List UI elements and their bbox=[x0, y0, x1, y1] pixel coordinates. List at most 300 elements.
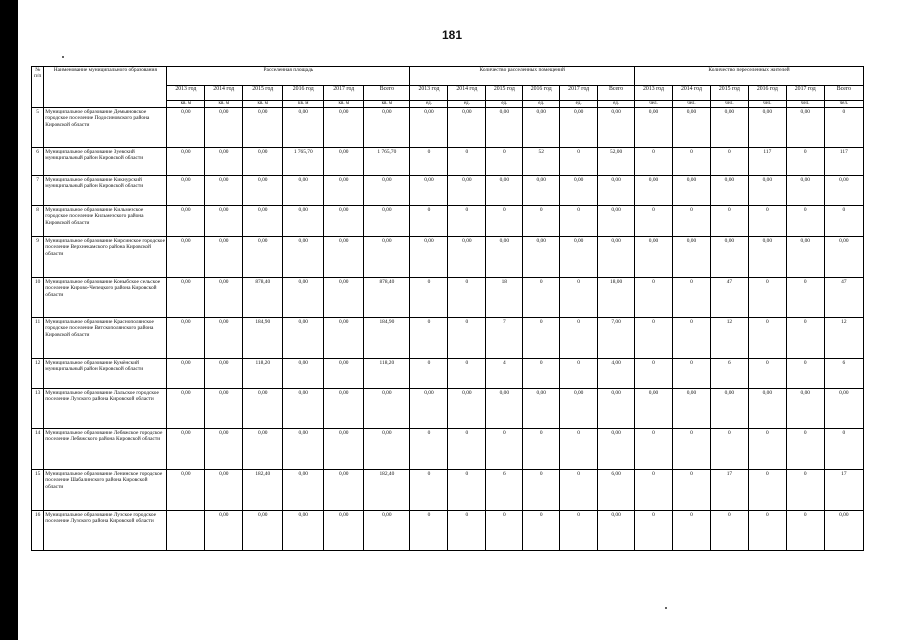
row-number: 6 bbox=[32, 148, 44, 176]
residents-value: 0 bbox=[635, 278, 673, 318]
residents-value: 0 bbox=[635, 429, 673, 470]
rooms-value: 0 bbox=[560, 470, 598, 511]
residents-value: 0 bbox=[824, 429, 863, 470]
header-unit: кв. м bbox=[283, 101, 324, 108]
area-value: 0,00 bbox=[167, 359, 205, 389]
rooms-value: 4 bbox=[486, 359, 523, 389]
municipality-name: Муниципальное образование Кильмезское городское поселение Кильмезского района Кировской области bbox=[44, 206, 167, 237]
header-year: 2017 год bbox=[786, 86, 824, 101]
rooms-value: 0 bbox=[410, 148, 448, 176]
municipality-name: Муниципальное образование Кумёнский муниципальный район Кировской области bbox=[44, 359, 167, 389]
area-value: 0,00 bbox=[167, 278, 205, 318]
header-name: Наименование муниципального образования bbox=[44, 67, 167, 108]
rooms-value: 0 bbox=[448, 511, 486, 551]
header-unit: чел. bbox=[710, 101, 748, 108]
residents-value: 0 bbox=[672, 470, 710, 511]
residents-value: 0 bbox=[672, 206, 710, 237]
row-number: 13 bbox=[32, 389, 44, 429]
residents-value: 0,00 bbox=[672, 389, 710, 429]
rooms-value: 0 bbox=[486, 429, 523, 470]
area-value: 0,00 bbox=[205, 237, 243, 278]
rooms-value: 0 bbox=[560, 359, 598, 389]
area-value: 0,00 bbox=[167, 389, 205, 429]
header-year: 2017 год bbox=[560, 86, 598, 101]
header-year: 2013 год bbox=[167, 86, 205, 101]
rooms-value: 0 bbox=[560, 206, 598, 237]
rooms-value: 0,00 bbox=[448, 237, 486, 278]
residents-value: 0 bbox=[635, 470, 673, 511]
rooms-value: 0,00 bbox=[448, 389, 486, 429]
area-value: 0,00 bbox=[283, 278, 324, 318]
row-number: 12 bbox=[32, 359, 44, 389]
table-row bbox=[32, 148, 864, 176]
rooms-value: 0,00 bbox=[560, 389, 598, 429]
rooms-value: 0,00 bbox=[486, 237, 523, 278]
table-row bbox=[32, 389, 864, 429]
header-unit: чел. bbox=[748, 101, 786, 108]
residents-value: 0 bbox=[672, 318, 710, 359]
residents-value: 47 bbox=[710, 278, 748, 318]
residents-value: 0 bbox=[635, 318, 673, 359]
residents-value: 0,00 bbox=[635, 108, 673, 148]
area-value: 0,00 bbox=[364, 511, 410, 551]
header-unit: кв. м bbox=[205, 101, 243, 108]
rooms-value: 0 bbox=[560, 429, 598, 470]
rooms-value: 0 bbox=[410, 359, 448, 389]
area-value: 0,00 bbox=[167, 176, 205, 206]
rooms-value: 0 bbox=[448, 359, 486, 389]
table-row bbox=[32, 108, 864, 148]
residents-value: 0,00 bbox=[710, 389, 748, 429]
area-value: 0,00 bbox=[364, 389, 410, 429]
rooms-value: 0,00 bbox=[523, 108, 560, 148]
rooms-value: 0 bbox=[448, 278, 486, 318]
area-value: 1 765,70 bbox=[283, 148, 324, 176]
header-year: Всего bbox=[824, 86, 863, 101]
rooms-value: 0 bbox=[486, 148, 523, 176]
rooms-value: 0 bbox=[523, 206, 560, 237]
area-value: 0,00 bbox=[205, 278, 243, 318]
residents-value: 0 bbox=[672, 148, 710, 176]
residents-value: 0 bbox=[786, 318, 824, 359]
header-year: 2013 год bbox=[635, 86, 673, 101]
rooms-value: 18 bbox=[486, 278, 523, 318]
area-value: 0,00 bbox=[324, 318, 364, 359]
residents-value: 0,00 bbox=[748, 237, 786, 278]
table-row bbox=[32, 278, 864, 318]
residents-value: 0 bbox=[710, 206, 748, 237]
area-value: 0,00 bbox=[205, 108, 243, 148]
scan-speck bbox=[62, 56, 64, 58]
municipality-name: Муниципальное образование Ленинское городское поселение Шабалинского района Кировской области bbox=[44, 470, 167, 511]
rooms-value: 0,00 bbox=[410, 176, 448, 206]
header-unit: ед. bbox=[560, 101, 598, 108]
residents-value: 0 bbox=[786, 278, 824, 318]
residents-value: 0 bbox=[748, 470, 786, 511]
residents-value: 0 bbox=[672, 359, 710, 389]
residents-value: 0 bbox=[748, 318, 786, 359]
area-value: 0,00 bbox=[283, 206, 324, 237]
header-unit: кв. м bbox=[243, 101, 283, 108]
residents-value: 0,00 bbox=[748, 389, 786, 429]
header-unit: кв. м bbox=[364, 101, 410, 108]
area-value: 1 765,70 bbox=[364, 148, 410, 176]
area-value: 0,00 bbox=[243, 511, 283, 551]
residents-value: 0,00 bbox=[824, 237, 863, 278]
area-value: 0,00 bbox=[364, 237, 410, 278]
rooms-value: 0 bbox=[560, 318, 598, 359]
residents-value: 17 bbox=[824, 470, 863, 511]
rooms-value: 0 bbox=[486, 206, 523, 237]
residents-value: 0 bbox=[635, 511, 673, 551]
residents-value: 0,00 bbox=[786, 176, 824, 206]
rooms-value: 0 bbox=[448, 470, 486, 511]
row-number: 15 bbox=[32, 470, 44, 511]
residents-value: 0,00 bbox=[748, 108, 786, 148]
residents-value: 6 bbox=[710, 359, 748, 389]
rooms-value: 0,00 bbox=[486, 176, 523, 206]
header-group-residents: Количество переселенных жителей bbox=[635, 67, 864, 86]
header-year: 2015 год bbox=[710, 86, 748, 101]
area-value: 0,00 bbox=[324, 108, 364, 148]
area-value: 0,00 bbox=[324, 148, 364, 176]
rooms-value: 0 bbox=[448, 206, 486, 237]
residents-value: 0 bbox=[635, 148, 673, 176]
area-value: 0,00 bbox=[283, 359, 324, 389]
rooms-value: 0,00 bbox=[598, 429, 635, 470]
area-value: 0,00 bbox=[205, 470, 243, 511]
header-group-rooms: Количество расселенных помещений bbox=[410, 67, 635, 86]
area-value: 0,00 bbox=[324, 359, 364, 389]
residents-value: 0,00 bbox=[710, 176, 748, 206]
row-number: 9 bbox=[32, 237, 44, 278]
rooms-value: 0,00 bbox=[598, 511, 635, 551]
area-value: 0,00 bbox=[243, 237, 283, 278]
residents-value: 6 bbox=[824, 359, 863, 389]
table-row bbox=[32, 206, 864, 237]
area-value: 0,00 bbox=[205, 148, 243, 176]
residents-value: 0 bbox=[748, 278, 786, 318]
rooms-value: 0 bbox=[560, 511, 598, 551]
header-group-area: Расселенная площадь bbox=[167, 67, 410, 86]
residents-value: 0,00 bbox=[635, 176, 673, 206]
area-value: 0,00 bbox=[324, 176, 364, 206]
residents-value: 0 bbox=[824, 206, 863, 237]
header-year: 2015 год bbox=[486, 86, 523, 101]
area-value: 0,00 bbox=[364, 176, 410, 206]
header-unit: кв. м bbox=[324, 101, 364, 108]
rooms-value: 4,00 bbox=[598, 359, 635, 389]
residents-value: 0 bbox=[786, 206, 824, 237]
residents-value: 47 bbox=[824, 278, 863, 318]
resettlement-table bbox=[31, 66, 864, 551]
residents-value: 0,00 bbox=[824, 389, 863, 429]
rooms-value: 0,00 bbox=[448, 108, 486, 148]
header-year: 2014 год bbox=[672, 86, 710, 101]
area-value: 182,40 bbox=[243, 470, 283, 511]
row-number: 16 bbox=[32, 511, 44, 551]
residents-value: 0,00 bbox=[710, 108, 748, 148]
rooms-value: 0,00 bbox=[523, 389, 560, 429]
area-value: 0,00 bbox=[243, 389, 283, 429]
area-value: 878,40 bbox=[364, 278, 410, 318]
header-year: 2016 год bbox=[523, 86, 560, 101]
municipality-name: Муниципальное образование Лальское городское поселение Лузского района Кировской области bbox=[44, 389, 167, 429]
table-row bbox=[32, 176, 864, 206]
header-row-groups bbox=[32, 67, 864, 86]
area-value: 0,00 bbox=[167, 237, 205, 278]
residents-value: 12 bbox=[824, 318, 863, 359]
residents-value: 0,00 bbox=[748, 176, 786, 206]
table-row bbox=[32, 511, 864, 551]
area-value: 0,00 bbox=[205, 206, 243, 237]
area-value: 118,20 bbox=[243, 359, 283, 389]
area-value: 0,00 bbox=[324, 429, 364, 470]
area-value: 182,40 bbox=[364, 470, 410, 511]
row-number: 10 bbox=[32, 278, 44, 318]
header-year: 2015 год bbox=[243, 86, 283, 101]
residents-value: 0,00 bbox=[672, 237, 710, 278]
header-year: 2016 год bbox=[748, 86, 786, 101]
residents-value: 0,00 bbox=[635, 237, 673, 278]
residents-value: 0 bbox=[786, 359, 824, 389]
area-value: 0,00 bbox=[205, 511, 243, 551]
scan-speck bbox=[665, 607, 667, 609]
area-value: 0,00 bbox=[283, 511, 324, 551]
table-row bbox=[32, 318, 864, 359]
row-number: 11 bbox=[32, 318, 44, 359]
rooms-value: 0,00 bbox=[598, 206, 635, 237]
rooms-value: 0 bbox=[523, 359, 560, 389]
header-unit: чел. bbox=[672, 101, 710, 108]
area-value: 184,90 bbox=[364, 318, 410, 359]
rooms-value: 6,00 bbox=[598, 470, 635, 511]
rooms-value: 0 bbox=[410, 511, 448, 551]
rooms-value: 0 bbox=[523, 511, 560, 551]
residents-value: 0,00 bbox=[786, 108, 824, 148]
rooms-value: 0 bbox=[560, 278, 598, 318]
area-value: 184,90 bbox=[243, 318, 283, 359]
header-year: 2016 год bbox=[283, 86, 324, 101]
rooms-value: 0 bbox=[448, 429, 486, 470]
residents-value: 0,00 bbox=[824, 176, 863, 206]
municipality-name: Муниципальное образование Зуевский муниципальный район Кировской области bbox=[44, 148, 167, 176]
rooms-value: 0 bbox=[410, 206, 448, 237]
residents-value: 0 bbox=[748, 511, 786, 551]
residents-value: 17 bbox=[710, 470, 748, 511]
residents-value: 117 bbox=[824, 148, 863, 176]
rooms-value: 0,00 bbox=[598, 176, 635, 206]
rooms-value: 0,00 bbox=[560, 176, 598, 206]
header-unit: чел. bbox=[786, 101, 824, 108]
rooms-value: 0,00 bbox=[523, 176, 560, 206]
area-value: 0,00 bbox=[324, 511, 364, 551]
header-year: 2014 год bbox=[205, 86, 243, 101]
header-year: Всего bbox=[364, 86, 410, 101]
rooms-value: 0 bbox=[523, 429, 560, 470]
residents-value: 0 bbox=[786, 511, 824, 551]
area-value: 0,00 bbox=[243, 206, 283, 237]
area-value: 0,00 bbox=[205, 318, 243, 359]
rooms-value: 0,00 bbox=[560, 108, 598, 148]
row-number: 5 bbox=[32, 108, 44, 148]
area-value: 0,00 bbox=[167, 108, 205, 148]
header-unit: чел. bbox=[824, 101, 863, 108]
area-value: 0,00 bbox=[243, 429, 283, 470]
row-number: 8 bbox=[32, 206, 44, 237]
area-value: 0,00 bbox=[243, 108, 283, 148]
header-year: 2017 год bbox=[324, 86, 364, 101]
area-value: 0,00 bbox=[167, 470, 205, 511]
residents-value: 0 bbox=[710, 148, 748, 176]
rooms-value: 0,00 bbox=[598, 389, 635, 429]
residents-value: 0 bbox=[635, 359, 673, 389]
rooms-value: 0 bbox=[410, 318, 448, 359]
header-unit: ед. bbox=[523, 101, 560, 108]
rooms-value: 0,00 bbox=[598, 237, 635, 278]
header-num: № п/п bbox=[32, 67, 44, 108]
residents-value: 0 bbox=[786, 429, 824, 470]
residents-value: 0,00 bbox=[786, 237, 824, 278]
residents-value: 0 bbox=[824, 108, 863, 148]
rooms-value: 52 bbox=[523, 148, 560, 176]
area-value: 0,00 bbox=[205, 429, 243, 470]
row-number: 7 bbox=[32, 176, 44, 206]
area-value: 0,00 bbox=[283, 176, 324, 206]
area-value: 0,00 bbox=[364, 206, 410, 237]
area-value: 0,00 bbox=[364, 429, 410, 470]
area-value: 0,00 bbox=[167, 429, 205, 470]
residents-value: 0 bbox=[786, 470, 824, 511]
rooms-value: 7,00 bbox=[598, 318, 635, 359]
rooms-value: 52,00 bbox=[598, 148, 635, 176]
residents-value: 0 bbox=[748, 429, 786, 470]
residents-value: 0,00 bbox=[824, 511, 863, 551]
residents-value: 0,00 bbox=[672, 108, 710, 148]
residents-value: 0 bbox=[786, 148, 824, 176]
area-value: 0,00 bbox=[283, 470, 324, 511]
area-value: 0,00 bbox=[283, 318, 324, 359]
area-value: 0,00 bbox=[283, 237, 324, 278]
header-unit: ед. bbox=[486, 101, 523, 108]
header-year: 2014 год bbox=[448, 86, 486, 101]
table-row bbox=[32, 237, 864, 278]
rooms-value: 0 bbox=[448, 318, 486, 359]
rooms-value: 7 bbox=[486, 318, 523, 359]
area-value: 0,00 bbox=[243, 148, 283, 176]
rooms-value: 0 bbox=[410, 470, 448, 511]
residents-value: 0 bbox=[672, 429, 710, 470]
area-value: 0,00 bbox=[205, 389, 243, 429]
area-value: 0,00 bbox=[324, 206, 364, 237]
rooms-value: 6 bbox=[486, 470, 523, 511]
residents-value: 0 bbox=[672, 511, 710, 551]
header-unit: ед. bbox=[410, 101, 448, 108]
table-row bbox=[32, 429, 864, 470]
residents-value: 0 bbox=[672, 278, 710, 318]
rooms-value: 0 bbox=[523, 278, 560, 318]
rooms-value: 0,00 bbox=[448, 176, 486, 206]
area-value: 0,00 bbox=[324, 470, 364, 511]
rooms-value: 0,00 bbox=[523, 237, 560, 278]
rooms-value: 0,00 bbox=[410, 108, 448, 148]
page-number: 181 bbox=[441, 28, 463, 42]
residents-value: 0 bbox=[748, 206, 786, 237]
area-value: 118,20 bbox=[364, 359, 410, 389]
area-value bbox=[167, 511, 205, 551]
rooms-value: 0,00 bbox=[486, 108, 523, 148]
rooms-value: 0 bbox=[523, 318, 560, 359]
rooms-value: 0 bbox=[486, 511, 523, 551]
municipality-name: Муниципальное образование Кирсинское городское поселение Верхнекамского района Кировской области bbox=[44, 237, 167, 278]
municipality-name: Муниципальное образование Коныбское сельское поселение Кирово-Чепецкого района Кировской области bbox=[44, 278, 167, 318]
rooms-value: 0,00 bbox=[486, 389, 523, 429]
area-value: 0,00 bbox=[243, 176, 283, 206]
area-value: 0,00 bbox=[283, 389, 324, 429]
rooms-value: 18,00 bbox=[598, 278, 635, 318]
area-value: 0,00 bbox=[324, 389, 364, 429]
area-value: 0,00 bbox=[167, 206, 205, 237]
area-value: 0,00 bbox=[364, 108, 410, 148]
rooms-value: 0,00 bbox=[410, 237, 448, 278]
area-value: 0,00 bbox=[167, 318, 205, 359]
header-year: 2013 год bbox=[410, 86, 448, 101]
residents-value: 0 bbox=[748, 359, 786, 389]
residents-value: 0 bbox=[710, 511, 748, 551]
area-value: 0,00 bbox=[205, 176, 243, 206]
row-number: 14 bbox=[32, 429, 44, 470]
rooms-value: 0 bbox=[448, 148, 486, 176]
municipality-name: Муниципальное образование Краснополянское городское поселение Вятскополянского района Кировской области bbox=[44, 318, 167, 359]
table-body bbox=[32, 108, 864, 551]
residents-value: 117 bbox=[748, 148, 786, 176]
scan-binding-edge bbox=[0, 0, 18, 640]
municipality-name: Муниципальное образование Лузское городское поселение Лузского района Кировской области bbox=[44, 511, 167, 551]
table-row bbox=[32, 470, 864, 511]
area-value: 0,00 bbox=[283, 108, 324, 148]
area-value: 0,00 bbox=[283, 429, 324, 470]
residents-value: 0,00 bbox=[672, 176, 710, 206]
municipality-name: Муниципальное образование Кикнурский муниципальный район Кировской области bbox=[44, 176, 167, 206]
area-value: 0,00 bbox=[324, 278, 364, 318]
municipality-name: Муниципальное образование Лебяжское городское поселение Лебяжского района Кировской области bbox=[44, 429, 167, 470]
residents-value: 0,00 bbox=[786, 389, 824, 429]
area-value: 0,00 bbox=[167, 148, 205, 176]
rooms-value: 0,00 bbox=[598, 108, 635, 148]
residents-value: 0 bbox=[710, 429, 748, 470]
rooms-value: 0,00 bbox=[410, 389, 448, 429]
rooms-value: 0 bbox=[410, 278, 448, 318]
header-unit: кв. м bbox=[167, 101, 205, 108]
residents-value: 0,00 bbox=[635, 389, 673, 429]
rooms-value: 0,00 bbox=[560, 237, 598, 278]
header-year: Всего bbox=[598, 86, 635, 101]
header-unit: ед. bbox=[598, 101, 635, 108]
residents-value: 0 bbox=[635, 206, 673, 237]
municipality-name: Муниципальное образование Демьяновское городское поселение Подосиновского района Кировской области bbox=[44, 108, 167, 148]
rooms-value: 0 bbox=[410, 429, 448, 470]
rooms-value: 0 bbox=[523, 470, 560, 511]
area-value: 878,40 bbox=[243, 278, 283, 318]
residents-value: 0,00 bbox=[710, 237, 748, 278]
residents-value: 12 bbox=[710, 318, 748, 359]
area-value: 0,00 bbox=[324, 237, 364, 278]
header-unit: чел. bbox=[635, 101, 673, 108]
rooms-value: 0 bbox=[560, 148, 598, 176]
area-value: 0,00 bbox=[205, 359, 243, 389]
header-unit: ед. bbox=[448, 101, 486, 108]
table-row bbox=[32, 359, 864, 389]
